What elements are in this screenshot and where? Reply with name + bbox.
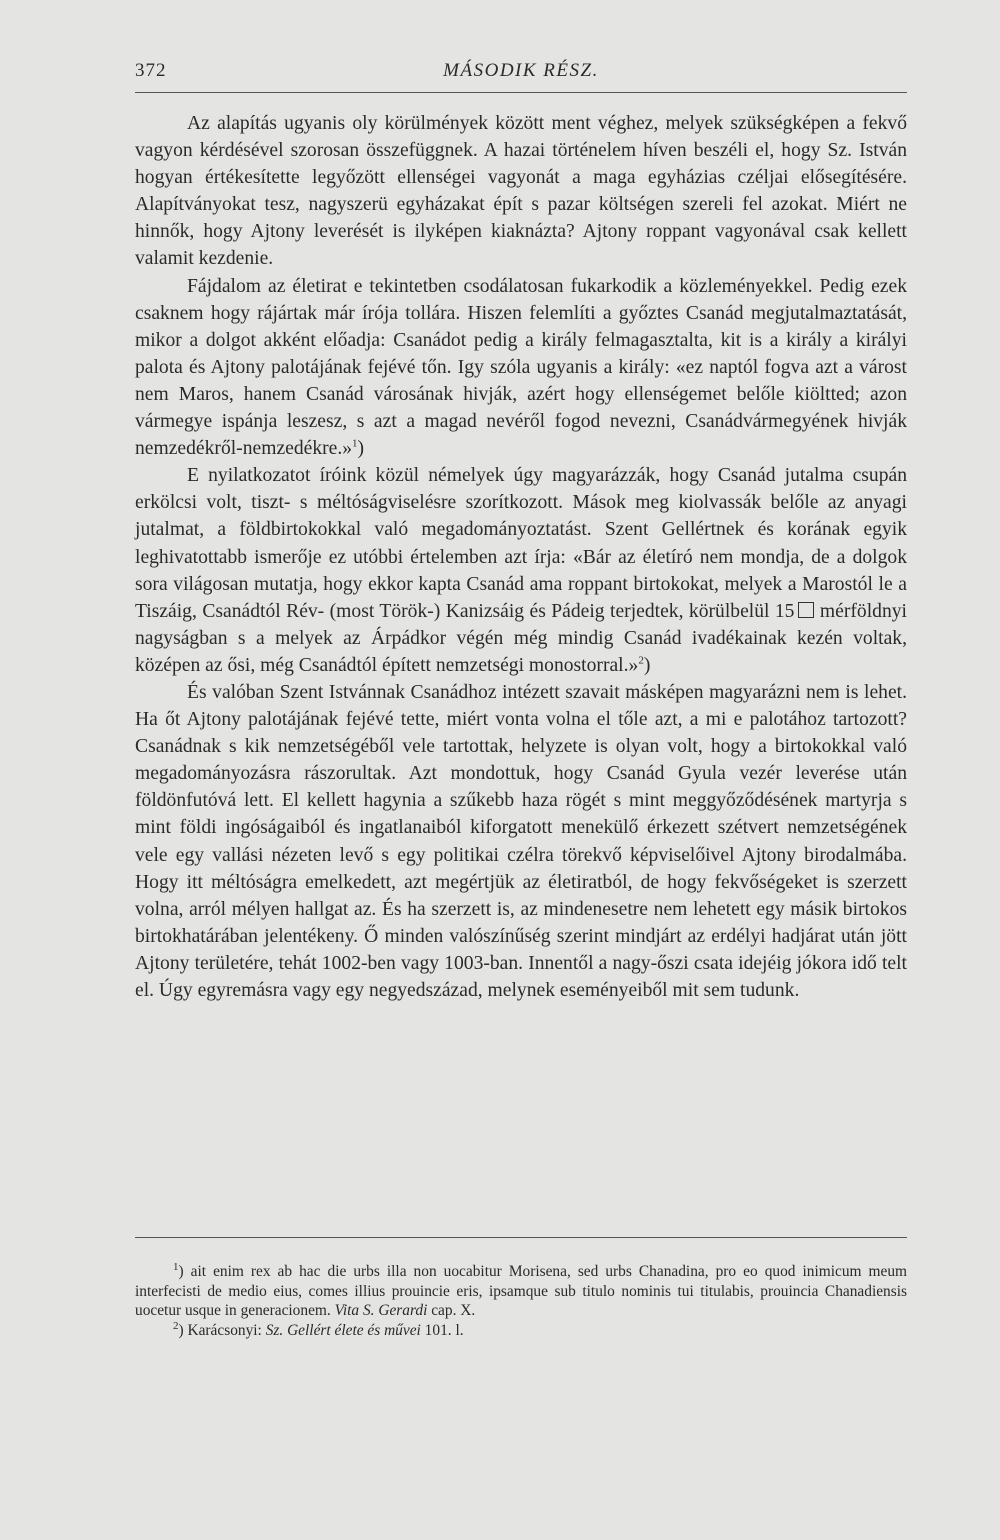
footnotes [135, 1262, 907, 1340]
page-number: 372 [135, 60, 167, 81]
header-rule [135, 92, 907, 93]
footnote-1 [135, 1262, 907, 1321]
footnote-2 [135, 1321, 907, 1341]
paragraph-2-text: Fájdalom az életirat e tekintetben csodálatosan fukarkodik a közleményekkel. Pedig ezek csaknem hogy rájártak már írója tollára. Hiszen felemlíti a győztes Csanád megjutalmaztatását, mikor a dolgot akként előadja: Csanádot pedig a király felmagasztalta, kit is a király a királyi palota és Ajtony palotájának fejévé tőn. Igy szóla ugyanis a király: «ez naptól fogva azt a várost nem Maros, hanem Csanád városának hivják, azért hogy ellenségemet belőle kiöltted; azon vármegye ispánja leszesz, s azt a magad nevéről fogod nevezni, Csanádvármegyének hivják nemzedékről-nemzedékre.» [135, 275, 907, 460]
footnote-rule [135, 1237, 907, 1238]
footnote-1-text: ) ait enim rex ab hac die urbs illa non uocabitur Morisena, sed urbs Chanadina, pro eo quod inimicum meum interfecisti de medio eius, comes illius prouincie eris, ipsamque sub titulo nominis tui titulabis, prouincia Chanadiensis uocetur usque in generacionem. [135, 1263, 907, 1320]
footnote-ref-2: 2 [638, 654, 644, 667]
section-title: MÁSODIK RÉSZ. [443, 60, 599, 81]
footnote-2-source: Sz. Gellért élete és művei [265, 1321, 421, 1339]
footnote-2-mark: 2 [173, 1319, 179, 1332]
footnote-1-mark: 1 [173, 1260, 179, 1273]
paragraph-3: E nyilatkozatot íróink közül némelyek úgy magyarázzák, hogy Csanád jutalma csupán erkölcsi volt, tiszt- s méltóságviselésre szorítkozott. Mások meg kiolvassák belőle az anyagi jutalmat, a földbirtokokkal való megadományoztatást. Szent Gellértnek és korának egyik leghivatottabb ismerője ez utóbbi értelemben azt írja: «Bár az életíró nem mondja, de a dolgok sora világosan mutatja, hogy ekkor kapta Csanád ama roppant birtokokat, melyek a Marostól le a Tiszáig, Csanádtól Rév- (most Török-) Kanizsáig és Pádeig terjedtek, körülbelül 15 mérföldnyi nagyságban s a melyek az Árpádkor végén még mindig Csanád ivadékainak kezén voltak, középen az ősi, még Csanádtól épített nemzetségi monostorral.»$^2$) [135, 465, 907, 676]
paragraph-2: Fájdalom az életirat e tekintetben csodálatosan fukarkodik a közleményekkel. Pedig ezek csaknem hogy rájártak már írója tollára. Hiszen felemlíti a győztes Csanád megjutalmaztatását, mikor a dolgot akként előadja: Csanádot pedig a király felmagasztalta, kit is a király a királyi palota és Ajtony palotájának fejévé tőn. Igy szóla ugyanis a király: «ez naptól fogva azt a várost nem Maros, hanem Csanád városának hivják, azért hogy ellenségemet belőle kiöltted; azon vármegye ispánja leszesz, s azt a magad nevéről fogod nevezni, Csanádvármegyének hivják nemzedékről-nemzedékre.»$^1$) [135, 275, 907, 460]
footnote-ref-1: 1 [352, 437, 358, 450]
footnote-1-source: Vita S. Gerardi [334, 1302, 428, 1320]
paragraph-3-text-cont: mérföldnyi nagyságban s a melyek az Árpádkor végén még mindig Csanád ivadékainak kezén voltak, középen az ősi, még Csanádtól épített nemzetségi monostorral.» [135, 600, 907, 676]
footnote-1-tail: cap. X. [427, 1302, 476, 1320]
footnote-2-text: ) Karácsonyi: [178, 1321, 266, 1339]
main-text [135, 110, 907, 1004]
paragraph-3-text: E nyilatkozatot íróink közül némelyek úgy magyarázzák, hogy Csanád jutalma csupán erkölcsi volt, tiszt- s méltóságviselésre szorítkozott. Mások meg kiolvassák belőle az anyagi jutalmat, a földbirtokokkal való megadományoztatást. Szent Gellértnek és korának egyik leghivatottabb ismerője ez utóbbi értelemben azt írja: «Bár az életíró nem mondja, de a dolgok sora világosan mutatja, hogy ekkor kapta Csanád ama roppant birtokokat, melyek a Marostól le a Tiszáig, Csanádtól Rév- (most Török-) Kanizsáig és Pádeig terjedtek, körülbelül 15 [135, 465, 907, 622]
running-head [135, 60, 907, 90]
paragraph-4: És valóban Szent Istvánnak Csanádhoz intézett szavait másképen magyarázni nem is lehet. Ha őt Ajtony palotájának fejévé tette, miért vonta volna el tőle azt, a mi e palotához tartozott? Csanádnak s kik nemzetségéből vele tartottak, helyzete is olyan volt, hogy a birtokokkal való megadományozásra rászorultak. Azt mondottuk, hogy Csanád Gyula vezér leverése után földönfutóvá lett. El kellett hagynia a szűkebb haza rögét s mint meggyőződésének martyrja s mint földi ingóságaiból és ingatlanaiból kiforgatott menekülő érkezett szétvert nemzetségének vele egy vallási nézeten levő s egy politikai czélra törekvő képviselőivel Ajtony birodalmába. Hogy itt méltóságra emelkedett, azt megértjük az életiratból, de hogy fekvőségeket is szerzett volna, arról mélyen hallgat az. És ha szerzett is, az mindenesetre nem lehetett egy másik birtokos birtokhatárában jelentékeny. Ő minden valószínűség szerint mindjárt az erdélyi hadjárat után jött Ajtony területére, tehát 1002-ben vagy 1003-ban. Innentől a nagy-őszi csata idejéig jókora idő telt el. Úgy egyremásra vagy egy negyedszázad, melynek eseményeiből mit sem tudunk. [135, 681, 907, 1001]
square-mile-icon [798, 602, 814, 618]
paragraph-1: Az alapítás ugyanis oly körülmények között ment véghez, melyek szükségképen a fekvő vagyon kérdésével szorosan összefüggnek. A hazai történelem híven beszéli el, hogy Sz. István hogyan értékesítette legyőzött ellenségei vagyonát a maga egyházias czéljai elősegítésére. Alapítványokat tesz, nagyszerü egyházakat épít s pazar költségen szereli fel azokat. Miért ne hinnők, hogy Ajtony leverését is ilyképen kiaknázta? Ajtony roppant vagyonával csak kellett valamit kezdenie. [135, 113, 907, 270]
footnote-2-tail: 101. l. [420, 1321, 464, 1339]
